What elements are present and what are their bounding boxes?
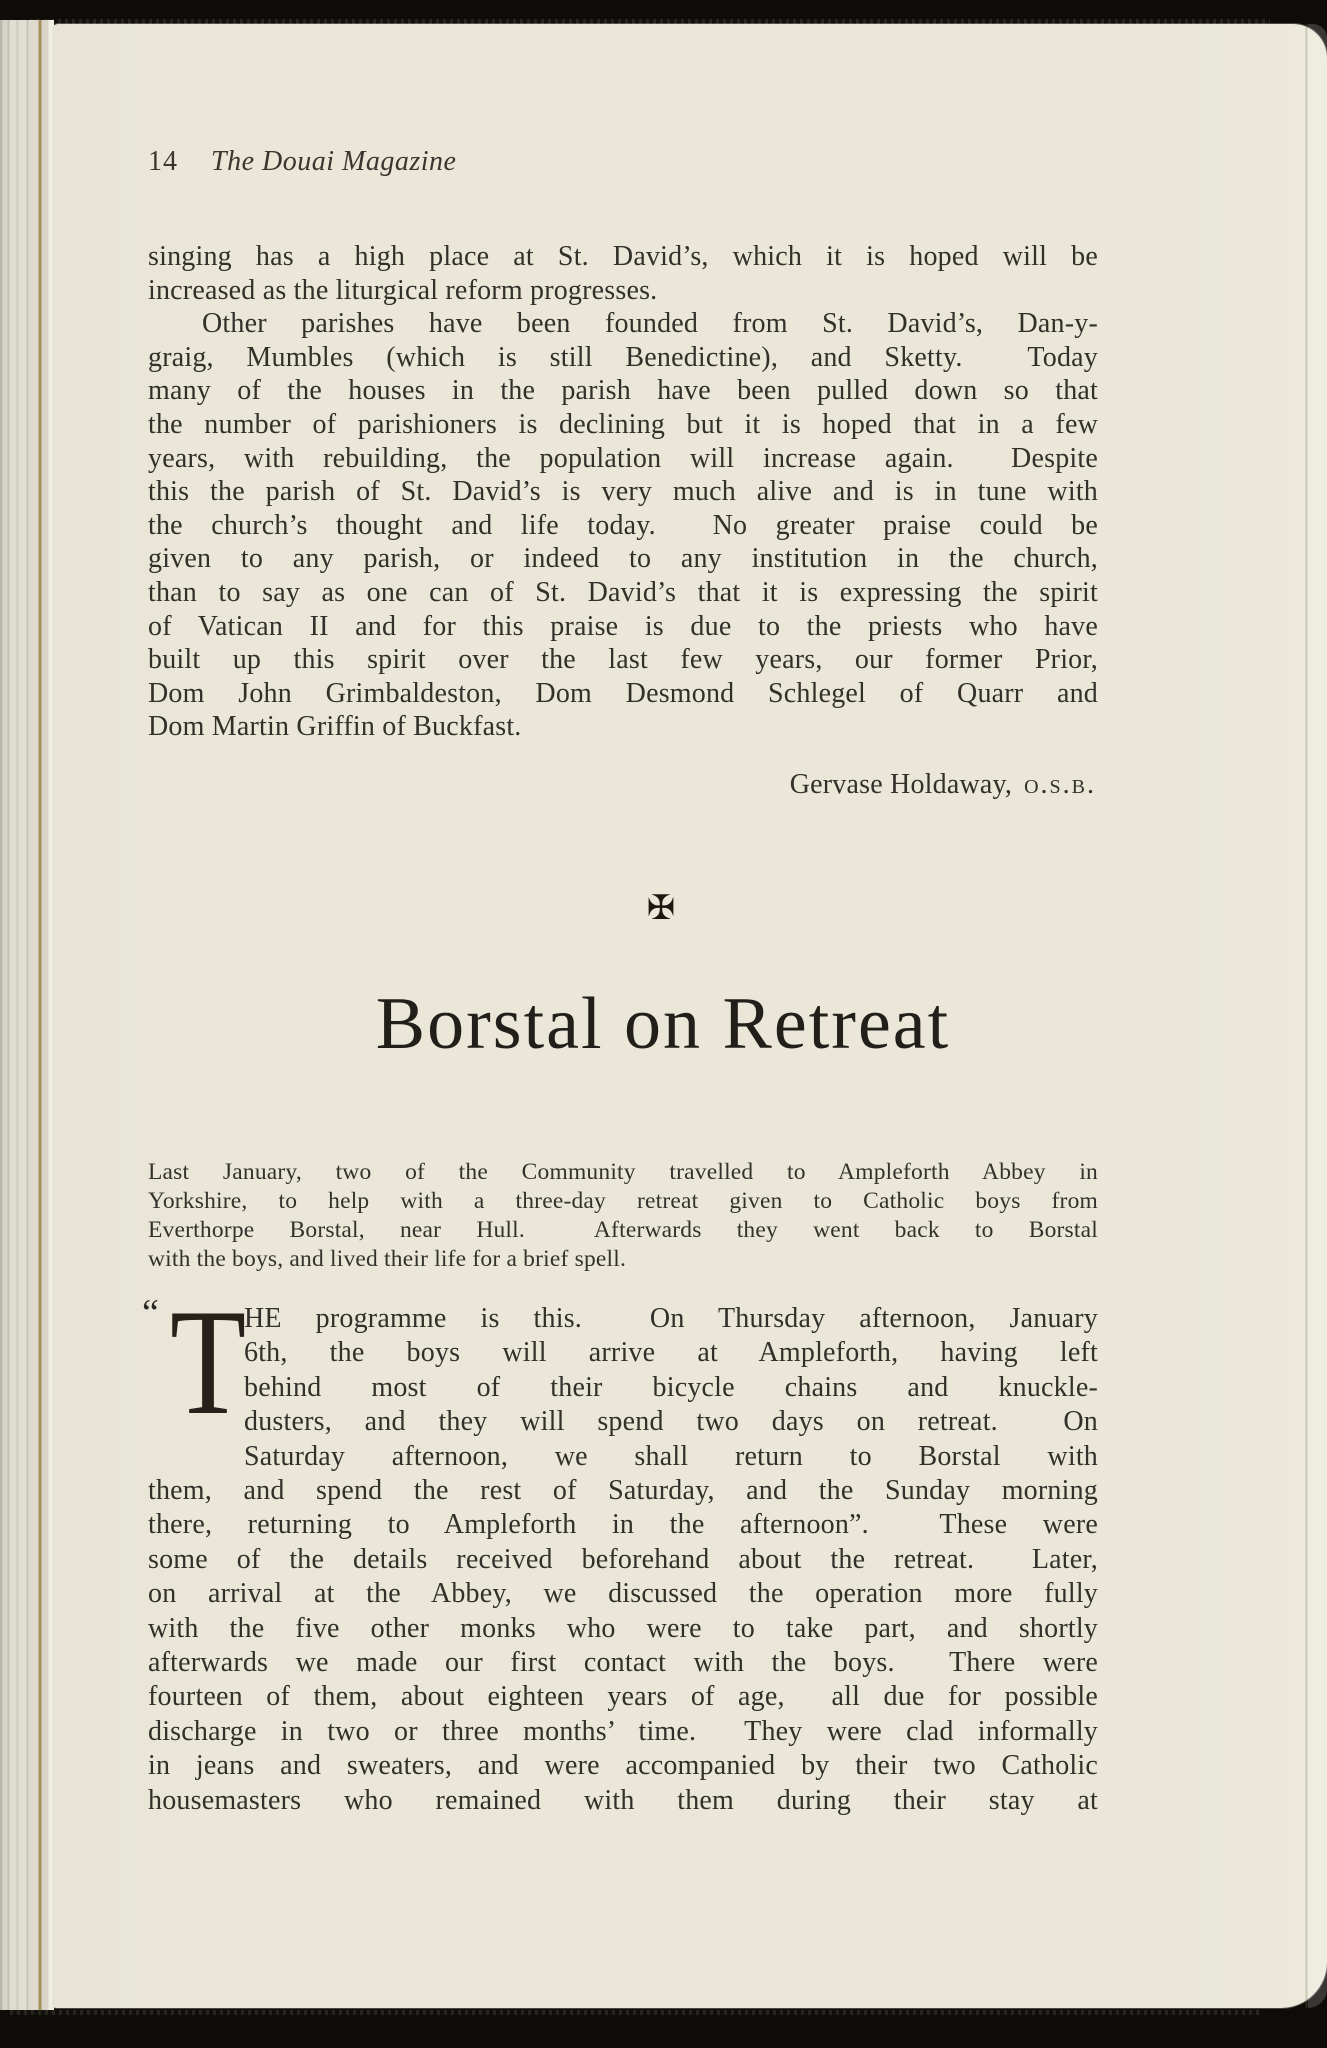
article-title: Borstal on Retreat (375, 983, 951, 1065)
article-body-paragraph (142, 1278, 1098, 1818)
page-fore-edge-crease (1305, 24, 1308, 2008)
running-head (148, 146, 456, 178)
opening-quote-mark: “ (142, 1292, 160, 1334)
text-line: increased as the liturgical reform progresses. (148, 274, 658, 306)
paragraph (148, 307, 1098, 744)
text-line: fourteen of them, about eighteen years of age, all due for possible (148, 1681, 1098, 1713)
text-line: housemasters who remained with them during their stay at (148, 1784, 1098, 1816)
paragraph (148, 240, 1098, 307)
text-line: there, returning to Ampleforth in the afternoon”. These were (148, 1509, 1098, 1541)
text-line: discharge in two or three months’ time. They were clad informally (148, 1715, 1098, 1747)
text-line: the number of parishioners is declining but it is hoped that in a few (148, 408, 1098, 440)
article-ending-section (148, 240, 1098, 802)
article-intro-paragraph (148, 1158, 1098, 1274)
text-line: of Vatican II and for this praise is due to the priests who have (148, 610, 1098, 642)
text-line: some of the details received beforehand about the retreat. Later, (148, 1543, 1098, 1575)
magazine-page (52, 24, 1327, 2008)
text-line: dusters, and they will spend two days on retreat. On (244, 1406, 1098, 1438)
text-line: with the boys, and lived their life for a brief spell. (148, 1246, 627, 1272)
text-line: behind most of their bicycle chains and knuckle- (244, 1371, 1098, 1403)
book-page-edges-left (0, 20, 54, 2010)
text-line: Yorkshire, to help with a three-day retreat given to Catholic boys from (148, 1188, 1098, 1214)
text-line: Dom Martin Griffin of Buckfast. (148, 711, 522, 743)
text-line: many of the houses in the parish have been pulled down so that (148, 375, 1098, 407)
author-order-suffix: o.s.b. (1024, 768, 1096, 800)
text-line: 6th, the boys will arrive at Ampleforth, having left (244, 1337, 1098, 1369)
magazine-title: The Douai Magazine (211, 146, 457, 177)
text-line: afterwards we made our first contact with the boys. There were (148, 1647, 1098, 1679)
author-signature (148, 768, 1098, 802)
text-line: than to say as one can of St. David’s that it is expressing the spirit (148, 576, 1098, 608)
text-line: HE programme is this. On Thursday afternoon, January (244, 1303, 1098, 1334)
text-line: years, with rebuilding, the population will increase again. Despite (148, 442, 1098, 474)
author-name: Gervase Holdaway, (789, 768, 1013, 800)
text-line: built up this spirit over the last few years, our former Prior, (148, 644, 1098, 676)
text-line: graig, Mumbles (which is still Benedictine), and Sketty. Today (148, 341, 1098, 373)
dropcap-letter: T (170, 1278, 247, 1446)
text-line: given to any parish, or indeed to any institution in the church, (148, 543, 1098, 575)
page-number: 14 (148, 146, 178, 177)
dropcap-block (142, 1278, 247, 1472)
text-line: this the parish of St. David’s is very much alive and is in tune with (148, 476, 1098, 508)
text-line: singing has a high place at St. David’s, which it is hoped will be (148, 241, 1098, 272)
text-line: Other parishes have been founded from St. David’s, Dan-y- (202, 308, 1098, 340)
page-edges-texture-bottom (10, 2010, 1260, 2015)
maltese-cross-ornament-icon: ✠ (646, 890, 676, 927)
text-line: Everthorpe Borstal, near Hull. Afterwards they went back to Borstal (148, 1217, 1098, 1243)
text-line: on arrival at the Abbey, we discussed the operation more fully (148, 1578, 1098, 1610)
text-line: Saturday afternoon, we shall return to Borstal with (244, 1440, 1098, 1472)
text-line: them, and spend the rest of Saturday, and the Sunday morning (148, 1475, 1098, 1507)
text-line: in jeans and sweaters, and were accompanied by their two Catholic (148, 1750, 1098, 1782)
page-fore-edge-highlight (1308, 24, 1327, 2008)
text-line: Dom John Grimbaldeston, Dom Desmond Schlegel of Quarr and (148, 677, 1098, 709)
text-line: the church’s thought and life today. No greater praise could be (148, 509, 1098, 541)
text-line: with the five other monks who were to take part, and shortly (148, 1612, 1098, 1644)
text-line: Last January, two of the Community travelled to Ampleforth Abbey in (148, 1159, 1098, 1185)
